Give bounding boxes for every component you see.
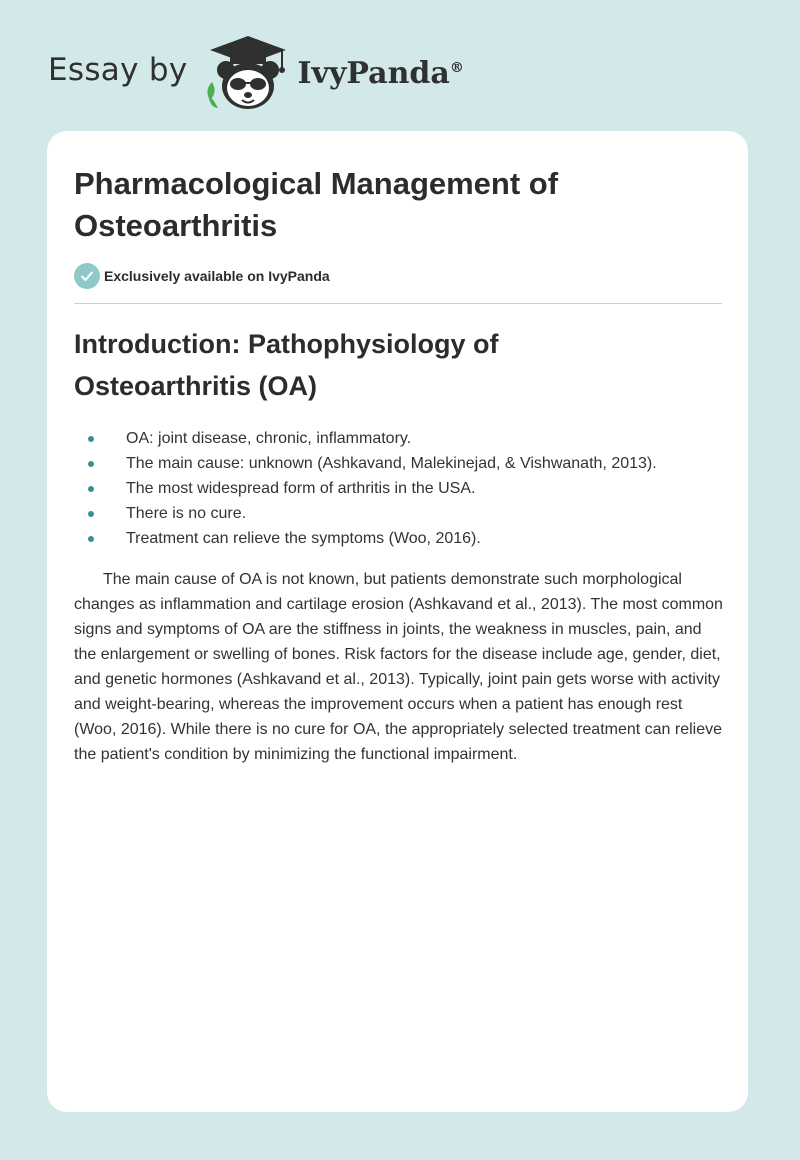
exclusive-badge-label: Exclusively available on IvyPanda [104, 268, 330, 284]
essay-card [47, 131, 748, 1112]
list-item: The most widespread form of arthritis in the USA. [74, 476, 657, 501]
brand-name-text: IvyPanda [297, 55, 450, 91]
site-header [48, 34, 464, 114]
list-item: There is no cure. [74, 501, 657, 526]
brand-name[interactable] [298, 56, 464, 91]
panda-logo-icon[interactable] [202, 34, 294, 114]
essay-by-label: Essay by [48, 52, 188, 88]
list-item: Treatment can relieve the symptoms (Woo, 2016). [74, 526, 657, 551]
check-circle-icon [74, 263, 100, 289]
exclusive-badge [74, 263, 330, 289]
title-divider [74, 303, 722, 304]
section-title: Introduction: Pathophysiology of Osteoarthritis (OA) [74, 329, 499, 401]
essay-title: Pharmacological Management of Osteoarthritis [74, 166, 559, 243]
list-item: OA: joint disease, chronic, inflammatory. [74, 426, 657, 451]
list-item: The main cause: unknown (Ashkavand, Malekinejad, & Vishwanath, 2013). [74, 451, 657, 476]
registered-mark: ® [449, 59, 464, 76]
bullet-list [74, 426, 657, 551]
body-paragraph: The main cause of OA is not known, but patients demonstrate such morphological changes as inflammation and cartilage erosion (Ashkavand et al., 2013). The most common signs and symptoms of OA are the stiffness in joints, the weakness in muscles, pain, and the enlargement or swelling of bones. Risk factors for the disease include age, gender, diet, and genetic hormones (Ashkavand et al., 2013). Typically, joint pain gets worse with activity and weight-bearing, whereas the improvement occurs when a patient has enough rest (Woo, 2016). While there is no cure for OA, the appropriately selected treatment can relieve the patient's condition by minimizing the functional impairment. [74, 571, 723, 763]
